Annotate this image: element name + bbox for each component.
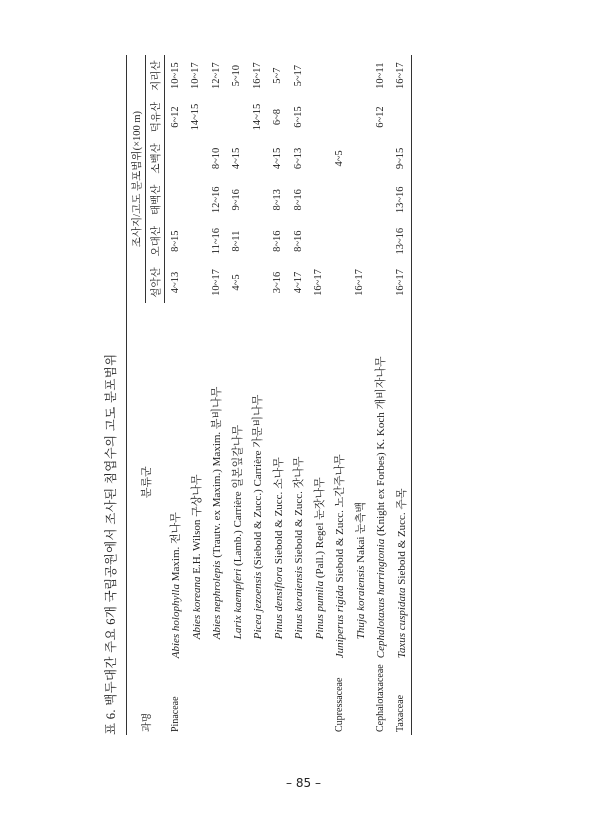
table-row [227, 55, 248, 735]
header-family: 과명 [127, 661, 165, 735]
range-value-cell: 16~17 [251, 62, 263, 90]
taxon-cell [206, 303, 227, 661]
page-number: – 85 – [286, 776, 321, 790]
taxon-scientific-name: Abies holophylla [170, 584, 182, 659]
range-value-cell [391, 96, 412, 137]
range-value-cell [186, 179, 207, 220]
taxon-cell [227, 303, 248, 661]
range-value-cell [165, 179, 186, 220]
header-site: 오대산 [146, 220, 165, 261]
taxon-authority-common-name: Nakai 눈측백 [354, 501, 367, 566]
family-cell: Pinaceae [169, 696, 181, 732]
taxon-scientific-name: Pinus pumila [313, 580, 326, 640]
range-value-cell [227, 96, 248, 137]
range-value-cell [247, 262, 268, 303]
range-value-cell [350, 138, 371, 179]
taxon-scientific-name: Juniperus rigida [334, 585, 347, 659]
taxon-cell [309, 303, 330, 661]
family-cell [227, 661, 248, 735]
range-value-cell: 4~13 [169, 271, 181, 294]
table-row [186, 55, 207, 735]
range-value-cell [329, 220, 350, 261]
range-value-cell: 8~13 [272, 189, 284, 211]
range-value-cell: 14~15 [190, 103, 202, 131]
range-value-cell [206, 96, 227, 137]
taxon-cell [247, 303, 268, 661]
table-row [165, 55, 186, 735]
range-value-cell: 6~8 [272, 108, 284, 126]
family-cell [247, 661, 268, 735]
range-value-cell: 8~15 [169, 230, 181, 252]
range-value-cell: 8~10 [210, 147, 222, 170]
range-value-cell: 3~16 [272, 271, 284, 294]
range-value-cell [329, 55, 350, 96]
range-value-cell [186, 262, 207, 303]
range-value-cell [370, 179, 391, 220]
range-value-cell [329, 179, 350, 220]
header-site: 소백산 [146, 138, 165, 179]
range-value-cell: 5~7 [272, 67, 284, 84]
table-row [309, 55, 330, 735]
taxon-scientific-name: Pinus koraiensis [293, 566, 306, 640]
range-value-cell [186, 220, 207, 261]
family-cell [186, 661, 207, 735]
family-cell [268, 661, 289, 735]
range-value-cell [309, 138, 330, 179]
range-value-cell: 12~17 [210, 62, 222, 90]
range-value-cell: 4~5 [231, 274, 243, 291]
taxon-authority-common-name: Siebold & Zucc. 잣나무 [293, 456, 306, 567]
range-value-cell [309, 96, 330, 137]
range-value-cell: 16~17 [391, 55, 412, 96]
range-value-cell: 4~15 [231, 147, 243, 170]
range-value-cell [350, 55, 371, 96]
family-cell [206, 661, 227, 735]
range-value-cell: 8~11 [231, 230, 243, 252]
range-value-cell [247, 179, 268, 220]
table-row [391, 55, 412, 735]
taxon-authority-common-name: Siebold & Zucc. 노간주나무 [334, 454, 347, 586]
taxon-scientific-name: Abies nephrolepis [211, 560, 224, 640]
header-range: 조사지/고도 분포범위(×100 m) [127, 55, 146, 303]
table-row [247, 55, 268, 735]
range-value-cell: 13~16 [391, 220, 412, 261]
header-site: 설악산 [146, 262, 165, 303]
taxon-cell [186, 303, 207, 661]
range-value-cell: 16~17 [391, 262, 412, 303]
taxon-authority-common-name: Siebold & Zucc. 소나무 [272, 457, 285, 567]
conifer-distribution-table [126, 55, 412, 735]
header-site: 덕유산 [146, 96, 165, 137]
range-value-cell: 4~15 [272, 147, 284, 170]
family-cell [309, 661, 330, 735]
taxon-cell [165, 303, 186, 661]
taxon-cell [350, 303, 371, 661]
header-row-1 [127, 55, 146, 735]
taxon-authority-common-name: (Pall.) Regel 눈잣나무 [313, 477, 326, 581]
range-value-cell: 10~15 [169, 62, 181, 90]
table-row [370, 55, 391, 735]
range-value-cell: 10~11 [374, 62, 386, 89]
family-cell: Cephalotaxaceae [374, 664, 386, 732]
range-value-cell: 16~17 [354, 269, 366, 296]
family-cell [288, 661, 309, 735]
range-value-cell: 8~16 [272, 230, 284, 252]
range-value-cell: 4~17 [292, 271, 304, 294]
range-value-cell: 13~16 [391, 179, 412, 220]
range-value-cell [370, 220, 391, 261]
range-value-cell: 11~16 [210, 228, 222, 255]
range-value-cell: 12~16 [210, 186, 222, 214]
table-row [206, 55, 227, 735]
range-value-cell [309, 179, 330, 220]
table-body [165, 55, 412, 735]
range-value-cell: 14~15 [251, 103, 263, 131]
range-value-cell: 6~15 [292, 106, 304, 128]
header-site: 태백산 [146, 179, 165, 220]
family-cell: Cupressaceae [333, 677, 345, 732]
taxon-scientific-name: Taxus cuspidata [395, 587, 408, 659]
taxon-cell [268, 303, 289, 661]
taxon-authority-common-name: (Trautv. ex Maxim.) Maxim. 분비나무 [211, 386, 224, 561]
table-caption: 표 6. 백두대간 주요 6개 국립공원에서 조사된 침엽수의 고도 분포범위 [104, 353, 118, 735]
taxon-authority-common-name: (Knight ex Forbes) K. Koch 개비자나무 [375, 356, 388, 539]
taxon-cell [391, 303, 412, 661]
range-value-cell: 4~5 [333, 150, 345, 167]
range-value-cell [309, 220, 330, 261]
taxon-scientific-name: Abies koreana [190, 576, 203, 640]
range-value-cell [165, 138, 186, 179]
range-value-cell: 9~15 [391, 138, 412, 179]
taxon-cell [370, 303, 391, 661]
taxon-scientific-name: Pinus densiflora [272, 566, 285, 640]
taxon-authority-common-name: Maxim. 전나무 [170, 512, 182, 585]
header-site: 지리산 [146, 55, 165, 96]
table-row [329, 55, 350, 735]
family-cell: Taxaceae [391, 661, 412, 735]
range-value-cell [370, 138, 391, 179]
range-value-cell [370, 262, 391, 303]
range-value-cell [309, 55, 330, 96]
range-value-cell: 6~12 [169, 106, 181, 128]
taxon-scientific-name: Picea jezoensis [252, 571, 265, 640]
taxon-authority-common-name: E.H. Wilson 구상나무 [190, 474, 203, 577]
taxon-scientific-name: Thuja koraiensis [354, 565, 367, 640]
taxon-authority-common-name: Siebold & Zucc. 주목 [395, 488, 408, 588]
family-cell [350, 661, 371, 735]
range-value-cell [350, 96, 371, 137]
range-value-cell: 6~12 [374, 106, 386, 128]
range-value-cell [350, 220, 371, 261]
range-value-cell: 16~17 [313, 269, 325, 296]
range-value-cell [247, 220, 268, 261]
range-value-cell: 10~17 [190, 62, 202, 90]
taxon-authority-common-name: (Lamb.) Carrière 일본잎갈나무 [231, 424, 244, 569]
rotated-table-panel [98, 55, 538, 735]
header-taxon: 분류군 [127, 303, 165, 661]
range-value-cell [247, 138, 268, 179]
range-value-cell: 10~17 [210, 269, 222, 296]
range-value-cell [186, 138, 207, 179]
range-value-cell: 6~13 [292, 147, 304, 170]
range-value-cell: 8~16 [292, 230, 304, 252]
taxon-cell [329, 303, 350, 661]
taxon-scientific-name: Larix kaempferi [231, 568, 244, 640]
taxon-cell [288, 303, 309, 661]
range-value-cell [350, 179, 371, 220]
table-row [288, 55, 309, 735]
range-value-cell [329, 96, 350, 137]
range-value-cell: 9~16 [231, 189, 243, 211]
range-value-cell: 5~10 [231, 64, 243, 87]
table-row [268, 55, 289, 735]
range-value-cell: 8~16 [292, 189, 304, 211]
range-value-cell [329, 262, 350, 303]
table-row [350, 55, 371, 735]
range-value-cell: 5~17 [292, 64, 304, 87]
taxon-scientific-name: Cephalotaxus harringtonia [375, 538, 388, 659]
taxon-authority-common-name: (Siebold & Zucc.) Carrière 가문비나무 [252, 394, 265, 572]
